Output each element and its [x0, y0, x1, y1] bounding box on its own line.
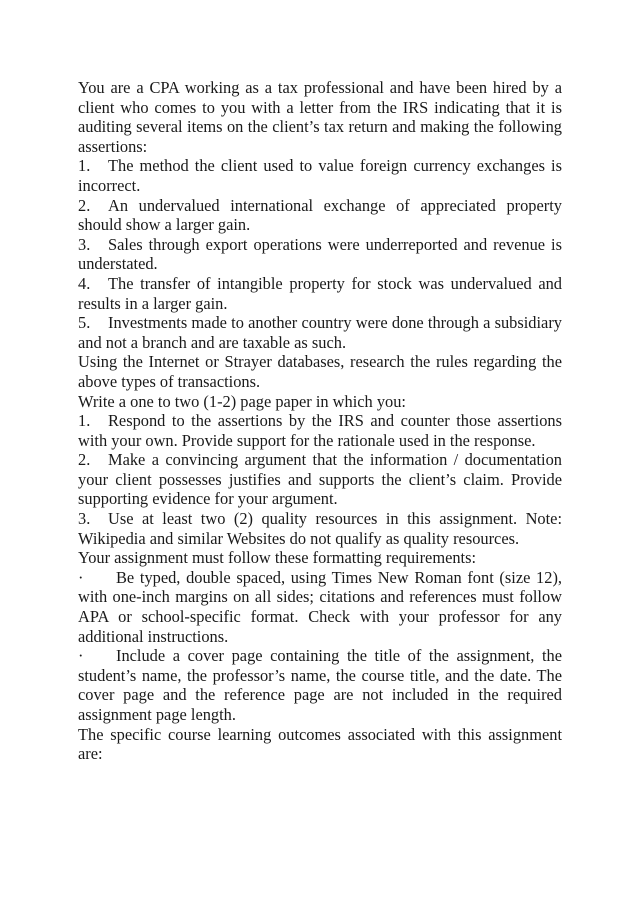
task-number: 1. — [78, 411, 91, 431]
assertion-item — [78, 156, 562, 195]
document-body — [78, 78, 562, 764]
assertion-item — [78, 313, 562, 352]
task-number: 2. — [78, 450, 91, 470]
assertion-text: Sales through export operations were underreported and revenue is understated. — [78, 234, 562, 274]
task-text: Respond to the assertions by the IRS and counter those assertions with your own. Provide support for the rationale used in the response. — [78, 411, 562, 450]
assertion-text: The transfer of intangible property for stock was undervalued and results in a larger gain. — [78, 273, 562, 313]
task-item — [78, 450, 562, 509]
assertion-text: The method the client used to value foreign currency exchanges is incorrect. — [78, 156, 562, 195]
format-intro: Your assignment must follow these formatting requirements: — [78, 548, 477, 568]
assertion-text: Investments made to another country were done through a subsidiary and not a branch and are taxable as such. — [78, 313, 562, 352]
format-text: Be typed, double spaced, using Times New Roman font (size 12), with one-inch margins on all sides; citations and references must follow APA or school-specific format. Check with your professor for any additional instructions. — [78, 567, 562, 646]
format-text: Include a cover page containing the title of the assignment, the student’s name, the professor’s name, the course title, and the date. The cover page and the reference page are not included in the required assignment page length. — [78, 646, 562, 724]
task-item — [78, 509, 562, 548]
bullet-icon: · — [78, 567, 84, 587]
format-item — [78, 646, 562, 724]
assertion-number: 4. — [78, 273, 91, 293]
task-number: 3. — [78, 509, 91, 529]
assertion-item — [78, 235, 562, 274]
assertion-number: 2. — [78, 195, 91, 215]
assertion-number: 5. — [78, 313, 91, 333]
outcomes-intro: The specific course learning outcomes associated with this assignment are: — [78, 724, 562, 764]
research-paragraph: Using the Internet or Strayer databases, research the rules regarding the above types of transactions. — [78, 352, 562, 391]
task-text: Make a convincing argument that the information / documentation your client possesses justifies and supports the client’s claim. Provide supporting evidence for your argument. — [78, 450, 562, 509]
assertion-item — [78, 274, 562, 313]
write-intro: Write a one to two (1-2) page paper in which you: — [78, 391, 406, 411]
bullet-icon: · — [78, 646, 84, 666]
intro-paragraph: You are a CPA working as a tax professional and have been hired by a client who comes to you with a letter from the IRS indicating that it is auditing several items on the client’s tax return and making the following assertions: — [78, 78, 562, 156]
assertion-item — [78, 196, 562, 235]
format-item — [78, 568, 562, 646]
assertion-text: An undervalued international exchange of appreciated property should show a larger gain. — [78, 195, 562, 235]
task-text: Use at least two (2) quality resources in this assignment. Note: Wikipedia and similar Websites do not qualify as quality resources. — [78, 509, 562, 548]
task-item — [78, 411, 562, 450]
assertion-number: 1. — [78, 156, 91, 176]
assertion-number: 3. — [78, 234, 91, 254]
